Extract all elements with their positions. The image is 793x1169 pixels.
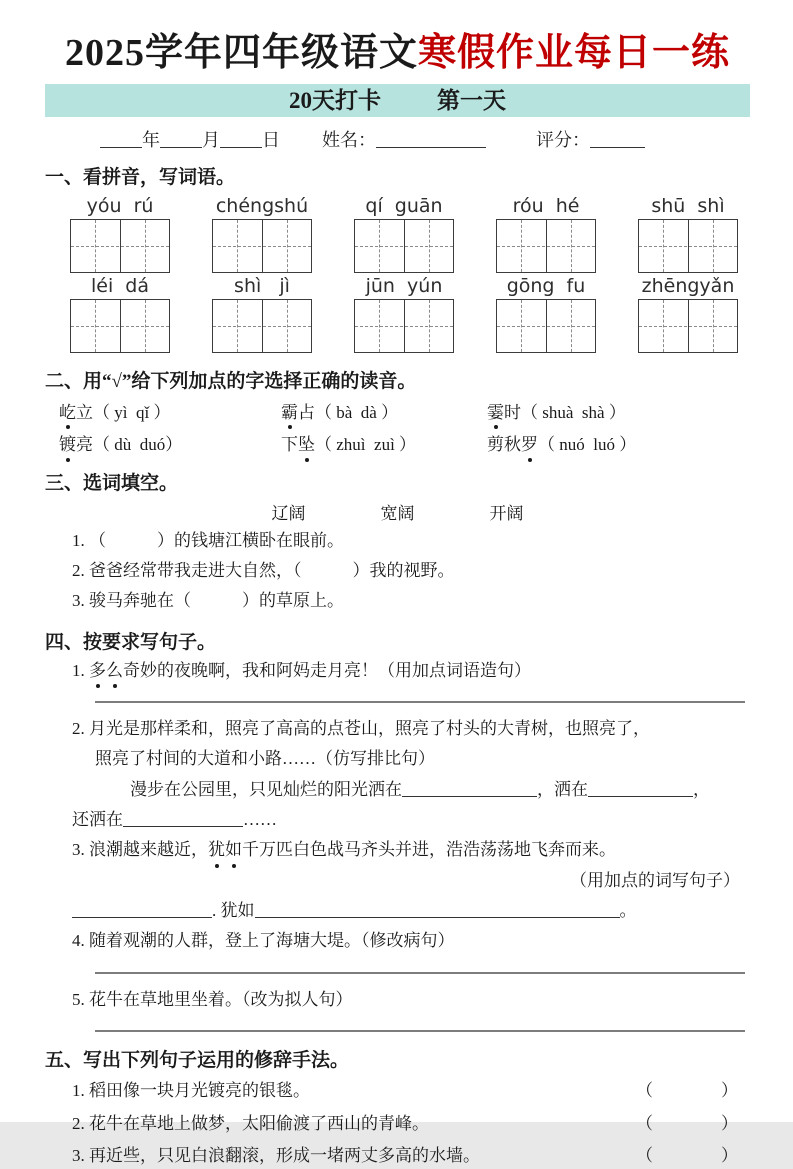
writing-cell[interactable]: [213, 300, 263, 352]
word-with-dot: 霸占: [281, 403, 315, 422]
writing-box[interactable]: [496, 299, 596, 353]
pinyin-label: shì jì: [234, 274, 290, 297]
writing-cell[interactable]: [355, 220, 405, 272]
rhetoric-sentence: 3. 再近些，只见白浪翻滚，形成一堵两丈多高的水墙。: [72, 1145, 480, 1165]
section1-heading: 一、看拼音，写词语。: [45, 166, 236, 188]
banner: [45, 84, 750, 117]
writing-box[interactable]: [354, 299, 454, 353]
section3-heading: 三、选词填空。: [45, 472, 179, 494]
pinyin-label: yóu rú: [86, 194, 154, 217]
word-bank-option[interactable]: 辽阔: [271, 503, 306, 523]
sentence-line: 5. 花牛在草地里坐着。（改为拟人句）: [72, 989, 353, 1009]
writing-box[interactable]: [70, 219, 170, 273]
page-title-black: 2025学年四年级语文: [64, 32, 418, 74]
month-blank[interactable]: [160, 132, 202, 148]
sentence-line: 2. 月光是那样柔和，照亮了高高的点苍山，照亮了村头的大青树，也照亮了，: [72, 719, 650, 739]
writing-cell[interactable]: [639, 220, 689, 272]
fill-blank-sentence[interactable]: 3. 骏马奔驰在（ ）的草原上。: [72, 591, 344, 611]
pinyin-word-group: [70, 193, 170, 273]
rhetoric-item: [45, 1143, 750, 1169]
answer-line[interactable]: [95, 1030, 745, 1032]
sentence-line: 漫步在公园里，只见灿烂的阳光洒在 ，洒在 ，: [130, 779, 710, 799]
word-with-dot: 剪秋罗: [487, 435, 538, 454]
day-label: 日: [262, 129, 280, 150]
sentence-line: 3. 浪潮越来越近，犹如千万匹白色战马齐头并进，浩浩荡荡地飞奔而来。: [45, 837, 750, 863]
writing-cell[interactable]: [121, 220, 170, 272]
pinyin-word-group: [638, 273, 738, 353]
writing-cell[interactable]: [689, 220, 738, 272]
section2-heading: 二、用“√”给下列加点的字选择正确的读音。: [45, 370, 417, 392]
pinyin-label: róu hé: [512, 194, 580, 217]
dotted-char: 霸: [281, 400, 298, 426]
answer-blank[interactable]: [588, 781, 693, 797]
word-with-dot: 下坠: [281, 435, 315, 454]
rhetoric-item: [45, 1111, 750, 1137]
sentence-line: . 犹如 。: [45, 898, 750, 924]
dotted-char: 么: [106, 658, 123, 684]
pronunciation-item: [487, 400, 626, 426]
writing-box[interactable]: [638, 299, 738, 353]
answer-paren[interactable]: （ ）: [636, 1145, 738, 1165]
answer-blank[interactable]: [123, 811, 243, 827]
writing-cell[interactable]: [263, 300, 312, 352]
writing-cell[interactable]: [405, 220, 454, 272]
pronunciation-item: [281, 400, 487, 426]
pronunciation-row: [45, 432, 750, 458]
sentence-line: 4. 随着观潮的人群，登上了海塘大堤。（修改病句）: [72, 931, 455, 951]
pinyin-options[interactable]: （ bà dà ）: [315, 402, 399, 422]
answer-line[interactable]: [95, 701, 745, 703]
section3-word-bank: [45, 499, 750, 524]
pinyin-word-group: [354, 193, 454, 273]
rhetoric-sentence: 2. 花牛在草地上做梦，太阳偷渡了西山的青峰。: [72, 1113, 429, 1133]
month-label: 月: [202, 129, 220, 150]
rhetoric-item: [45, 1078, 750, 1104]
writing-cell[interactable]: [355, 300, 405, 352]
section2-items: [45, 400, 750, 458]
section4-items: [45, 658, 750, 1032]
pinyin-word-group: [496, 193, 596, 273]
score-label: 评分：: [536, 129, 590, 150]
section1-pinyin-grids: [45, 193, 750, 353]
pinyin-options[interactable]: （ shuà shà ）: [521, 402, 626, 422]
pinyin-label: jūn yún: [365, 274, 443, 297]
writing-cell[interactable]: [547, 220, 596, 272]
dotted-char: 镀: [59, 432, 76, 458]
pinyin-label: zhēngyǎn: [641, 274, 735, 297]
pinyin-options[interactable]: （ yì qǐ ）: [93, 402, 171, 422]
writing-box[interactable]: [70, 299, 170, 353]
writing-cell[interactable]: [547, 300, 596, 352]
answer-blank[interactable]: [255, 902, 620, 918]
answer-blank[interactable]: [72, 902, 212, 918]
pinyin-word-group: [638, 193, 738, 273]
dotted-char: 坠: [298, 432, 315, 458]
word-with-dot: 镀亮: [59, 435, 93, 454]
pinyin-grid-row: [70, 193, 738, 273]
dotted-char: 霎: [487, 400, 504, 426]
section4-heading: 四、按要求写句子。: [45, 631, 217, 653]
pinyin-word-group: [70, 273, 170, 353]
writing-box[interactable]: [496, 219, 596, 273]
fill-blank-sentence[interactable]: 1. （ ）的钱塘江横卧在眼前。: [72, 530, 344, 550]
section3-items: [45, 528, 750, 615]
answer-line[interactable]: [95, 972, 745, 974]
year-label: 年: [142, 129, 160, 150]
dotted-char: 罗: [521, 432, 538, 458]
sentence-line: 照亮了村间的大道和小路……（仿写排比句）: [95, 749, 435, 769]
section5-heading: 五、写出下列句子运用的修辞手法。: [45, 1050, 350, 1072]
pinyin-word-group: [496, 273, 596, 353]
pronunciation-item: [59, 400, 281, 426]
pinyin-word-group: [212, 193, 312, 273]
answer-blank[interactable]: [402, 781, 537, 797]
sentence-line: （用加点的词写句子）: [570, 870, 740, 890]
pinyin-word-group: [354, 273, 454, 353]
answer-paren[interactable]: （ ）: [636, 1113, 738, 1133]
pinyin-word-group: [212, 273, 312, 353]
writing-box[interactable]: [212, 299, 312, 353]
pinyin-grid-row: [70, 273, 738, 353]
sentence-line: 还洒在 ……: [72, 810, 277, 830]
word-with-dot: 屹立: [59, 403, 93, 422]
score-blank[interactable]: [590, 132, 645, 148]
pronunciation-item: [59, 432, 281, 458]
writing-box[interactable]: [212, 219, 312, 273]
pronunciation-row: [45, 400, 750, 426]
writing-box[interactable]: [354, 219, 454, 273]
dotted-char: 屹: [59, 400, 76, 426]
writing-box[interactable]: [638, 219, 738, 273]
pronunciation-item: [281, 432, 487, 458]
day-blank[interactable]: [220, 132, 262, 148]
word-bank-option[interactable]: 宽阔: [380, 503, 415, 523]
banner-right: 第一天: [437, 87, 506, 113]
banner-left: 20天打卡: [289, 87, 381, 113]
rhetoric-sentence: 1. 稻田像一块月光镀亮的银毯。: [72, 1081, 310, 1101]
writing-cell[interactable]: [213, 220, 263, 272]
pinyin-label: gōng fu: [506, 274, 586, 297]
pronunciation-item: [487, 432, 636, 458]
writing-cell[interactable]: [121, 300, 170, 352]
answer-paren[interactable]: （ ）: [636, 1081, 738, 1101]
pinyin-options[interactable]: （ dù duó）: [93, 435, 183, 455]
word-with-dot: 霎时: [487, 403, 521, 422]
page-title-red: 寒假作业每日一练: [418, 32, 731, 74]
name-label: 姓名：: [322, 129, 376, 150]
writing-cell[interactable]: [497, 300, 547, 352]
name-blank[interactable]: [376, 132, 486, 148]
page-title: [45, 32, 750, 76]
dotted-char: 犹: [208, 837, 225, 863]
writing-cell[interactable]: [497, 220, 547, 272]
writing-cell[interactable]: [71, 300, 121, 352]
pinyin-label: shū shì: [651, 194, 725, 217]
pinyin-label: léi dá: [90, 274, 150, 297]
section5-items: [45, 1078, 750, 1169]
pinyin-options[interactable]: （ zhuì zuì ）: [315, 435, 417, 455]
fill-blank-sentence[interactable]: 2. 爸爸经常带我走进大自然，（ ）我的视野。: [72, 561, 455, 581]
writing-cell[interactable]: [639, 300, 689, 352]
header-fill-line: [45, 126, 750, 152]
pinyin-label: qí guān: [365, 194, 443, 217]
pinyin-label: chéngshú: [215, 194, 309, 217]
pinyin-options[interactable]: （ nuó luó ）: [538, 435, 637, 455]
word-bank-option[interactable]: 开阔: [489, 503, 524, 523]
year-blank[interactable]: [100, 132, 142, 148]
sentence-line: 1. 多么奇妙的夜晚啊，我和阿妈走月亮！（用加点词语造句）: [45, 658, 750, 684]
dotted-char: 多: [89, 658, 106, 684]
writing-cell[interactable]: [405, 300, 454, 352]
writing-cell[interactable]: [263, 220, 312, 272]
writing-cell[interactable]: [689, 300, 738, 352]
writing-cell[interactable]: [71, 220, 121, 272]
dotted-char: 如: [225, 837, 242, 863]
